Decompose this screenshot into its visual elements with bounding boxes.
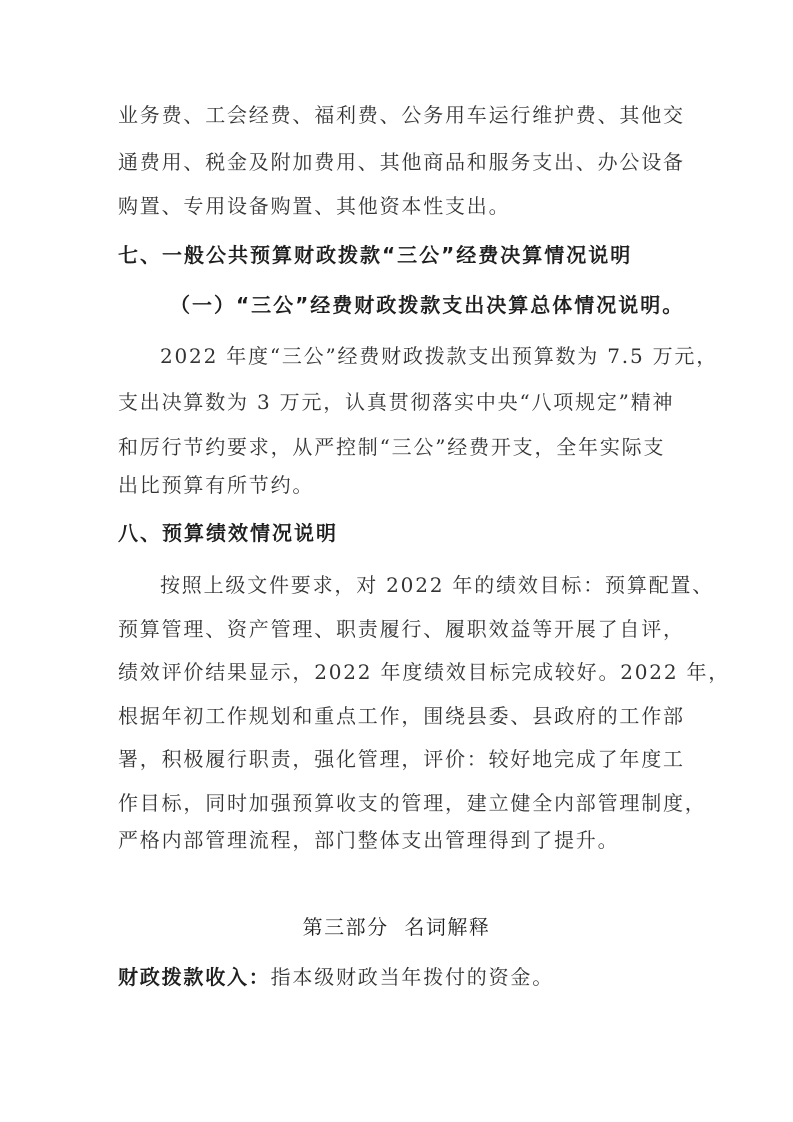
- section-8-paragraph-line-4: 根据年初工作规划和重点工作，围绕县委、县政府的工作部: [118, 704, 685, 728]
- term-definition: 指本级财政当年拨付的资金。: [270, 965, 555, 989]
- section-8-paragraph-line-5: 署，积极履行职责，强化管理，评价：较好地完成了年度工: [118, 747, 685, 771]
- section-7-paragraph-line-1: 2022 年度“三公”经费财政拨款支出预算数为 7.5 万元，: [160, 344, 719, 368]
- section-8-paragraph-line-2: 预算管理、资产管理、职责履行、履职效益等开展了自评，: [118, 617, 685, 641]
- intro-line-3: 购置、专用设备购置、其他资本性支出。: [118, 194, 511, 218]
- section-7-paragraph-line-2: 支出决算数为 3 万元，认真贯彻落实中央“八项规定”精神: [118, 390, 675, 414]
- intro-line-1: 业务费、工会经费、福利费、公务用车运行维护费、其他交: [118, 103, 685, 127]
- term-label: 财政拨款收入：: [118, 965, 271, 989]
- section-7-paragraph-line-3: 和厉行节约要求，从严控制“三公”经费开支，全年实际支: [118, 435, 666, 459]
- section-8-paragraph-line-7: 严格内部管理流程，部门整体支出管理得到了提升。: [118, 828, 620, 852]
- section-8-paragraph-line-1: 按照上级文件要求，对 2022 年的绩效目标：预算配置、: [160, 573, 715, 597]
- intro-line-2: 通费用、税金及附加费用、其他商品和服务支出、办公设备: [118, 150, 685, 174]
- section-7-heading: 七、一般公共预算财政拨款“三公”经费决算情况说明: [118, 243, 633, 267]
- section-7-paragraph-line-4: 出比预算有所节约。: [118, 473, 315, 497]
- part-3-title: 第三部分 名词解释: [302, 915, 491, 939]
- section-8-heading: 八、预算绩效情况说明: [118, 521, 338, 545]
- section-7-subheading: （一）“三公”经费财政拨款支出决算总体情况说明。: [170, 293, 685, 317]
- section-8-paragraph-line-3: 绩效评价结果显示，2022 年度绩效目标完成较好。2022 年，: [118, 660, 731, 684]
- term-definition-line: [118, 964, 554, 990]
- section-8-paragraph-line-6: 作目标，同时加强预算收支的管理，建立健全内部管理制度，: [118, 791, 707, 815]
